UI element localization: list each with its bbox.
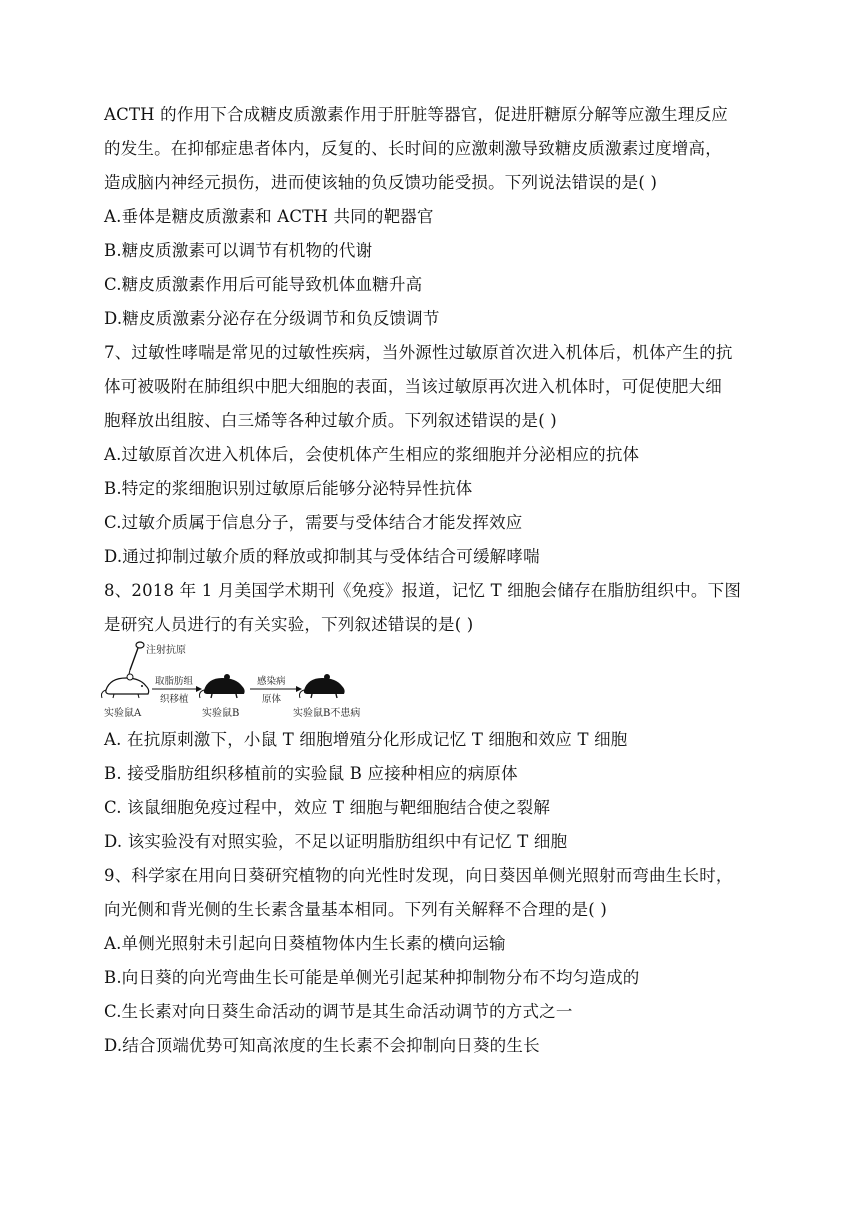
text-line: ACTH 的作用下合成糖皮质激素作用于肝脏等器官，促进肝糖原分解等应激生理反应 <box>104 105 728 124</box>
question-7-stem: 7、过敏性哮喘是常见的过敏性疾病，当外源性过敏原首次进入机体后，机体产生的抗 <box>104 343 733 362</box>
arrow-2-label: 感染病 <box>257 676 286 687</box>
syringe-icon <box>129 642 144 674</box>
option-a: A.垂体是糖皮质激素和 ACTH 共同的靶器官 <box>104 207 434 226</box>
text-line: 的发生。在抑郁症患者体内，反复的、长时间的应激刺激导致糖皮质激素过度增高， <box>104 139 722 158</box>
option-d: D.糖皮质激素分泌存在分级调节和负反馈调节 <box>104 309 440 328</box>
black-mouse-icon <box>200 674 245 698</box>
question-8-stem: 8、2018 年 1 月美国学术期刊《免疫》报道，记忆 T 细胞会储存在脂肪组织中。下图 <box>104 581 742 600</box>
option-a: A.单侧光照射未引起向日葵植物体内生长素的横向运输 <box>104 934 506 953</box>
mouse-b-label: 实验鼠B <box>202 708 240 719</box>
question-7-stem: 体可被吸附在肺组织中肥大细胞的表面，当该过敏原再次进入机体时，可促使肥大细 <box>104 377 722 396</box>
option-c: C.糖皮质激素作用后可能导致机体血糖升高 <box>104 275 423 294</box>
option-d: D.结合顶端优势可知高浓度的生长素不会抑制向日葵的生长 <box>104 1036 540 1055</box>
inject-label: 注射抗原 <box>146 645 186 656</box>
question-8-stem: 是研究人员进行的有关实验，下列叙述错误的是( ) <box>104 615 474 634</box>
option-a: A.过敏原首次进入机体后，会使机体产生相应的浆细胞并分泌相应的抗体 <box>104 445 640 464</box>
text-line: 造成脑内神经元损伤，进而使该轴的负反馈功能受损。下列说法错误的是( ) <box>104 173 658 192</box>
option-b: B.糖皮质激素可以调节有机物的代谢 <box>104 241 373 260</box>
question-9-stem: 向光侧和背光侧的生长素含量基本相同。下列有关解释不合理的是( ) <box>104 900 608 919</box>
mouse-a-label: 实验鼠A <box>104 708 142 719</box>
option-c: C.生长素对向日葵生命活动的调节是其生命活动调节的方式之一 <box>104 1002 573 1021</box>
option-b: B.特定的浆细胞识别过敏原后能够分泌特异性抗体 <box>104 479 473 498</box>
arrow-1-label: 织移植 <box>160 694 189 705</box>
question-7-stem: 胞释放出组胺、白三烯等各种过敏介质。下列叙述错误的是( ) <box>104 411 557 430</box>
black-mouse-icon <box>300 674 345 698</box>
option-d: D.通过抑制过敏介质的释放或抑制其与受体结合可缓解哮喘 <box>104 547 540 566</box>
option-b: B.向日葵的向光弯曲生长可能是单侧光引起某种抑制物分布不均匀造成的 <box>104 968 640 987</box>
option-b: B. 接受脂肪组织移植前的实验鼠 B 应接种相应的病原体 <box>104 764 518 783</box>
white-mouse-icon <box>102 674 149 698</box>
arrow-2-label: 原体 <box>262 694 282 705</box>
option-c: C. 该鼠细胞免疫过程中，效应 T 细胞与靶细胞结合使之裂解 <box>104 798 551 817</box>
option-c: C.过敏介质属于信息分子，需要与受体结合才能发挥效应 <box>104 513 523 532</box>
arrow-1-label: 取脂肪组 <box>155 676 194 687</box>
mouse-b-result-label: 实验鼠B不患病 <box>293 708 361 719</box>
experiment-figure <box>100 640 390 724</box>
question-9-stem: 9、科学家在用向日葵研究植物的向光性时发现，向日葵因单侧光照射而弯曲生长时， <box>104 866 733 885</box>
option-a: A. 在抗原刺激下，小鼠 T 细胞增殖分化形成记忆 T 细胞和效应 T 细胞 <box>104 730 628 749</box>
option-d: D. 该实验没有对照实验，不足以证明脂肪组织中有记忆 T 细胞 <box>104 832 568 851</box>
